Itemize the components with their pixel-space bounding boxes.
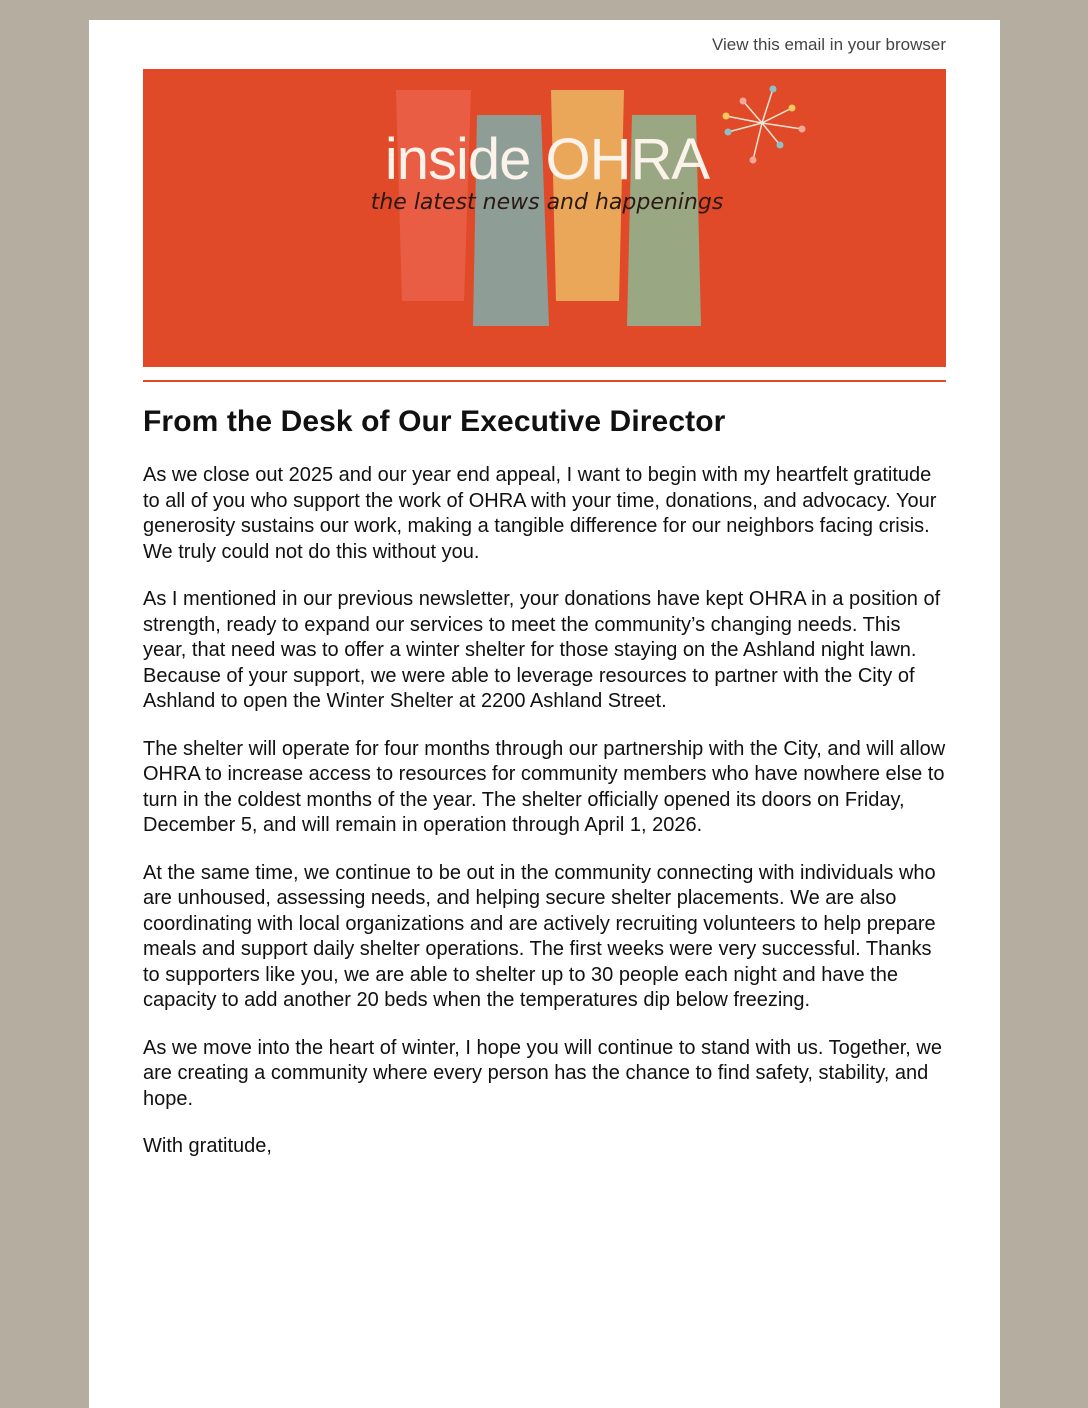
view-in-browser-link[interactable]: View this email in your browser [712, 35, 946, 54]
article-heading: From the Desk of Our Executive Director [143, 405, 726, 438]
banner-tagline: the latest news and happenings [370, 190, 724, 215]
article-paragraph: As I mentioned in our previous newsletter, your donations have kept OHRA in a position of strength, ready to expand our services to meet the community’s changing needs. This year, that need was to offer a winter shelter for those staying on the Ashland night lawn. Because of your support, we were able to leverage resources to partner with the City of Ashland to open the Winter Shelter at 2200 Ashland Street. [143, 588, 941, 712]
article-paragraph: At the same time, we continue to be out in the community connecting with individuals who are unhoused, assessing needs, and helping secure shelter placements. We are also coordinating with local organizations and are actively recruiting volunteers to help prepare meals and support daily shelter operations. The first weeks were very successful. Thanks to supporters like you, we are able to shelter up to 30 people each night and have the capacity to add another 20 beds when the temperatures dip below freezing. [143, 861, 936, 1011]
article-paragraph: As we close out 2025 and our year end appeal, I want to begin with my heartfelt gratitude to all of you who support the work of OHRA with your time, donations, and advocacy. Your generosity sustains our work, making a tangible difference for our neighbors facing crisis. We truly could not do this without you. [143, 464, 937, 563]
newsletter-banner [143, 69, 946, 367]
email-card [89, 20, 1000, 1408]
header-divider [143, 380, 946, 382]
article-signoff: With gratitude, [143, 1135, 272, 1157]
article-paragraph: The shelter will operate for four months through our partnership with the City, and will allow OHRA to increase access to resources for community members who have nowhere else to turn in the coldest months of the year. The shelter officially opened its doors on Friday, December 5, and will remain in operation through April 1, 2026. [143, 737, 946, 836]
banner-graphic [143, 69, 946, 367]
banner-title: inside OHRA [384, 127, 710, 192]
article-paragraph: As we move into the heart of winter, I hope you will continue to stand with us. Together, we are creating a community where every person has the chance to find safety, stability, and hope. [143, 1036, 942, 1110]
article-content [143, 405, 946, 1182]
